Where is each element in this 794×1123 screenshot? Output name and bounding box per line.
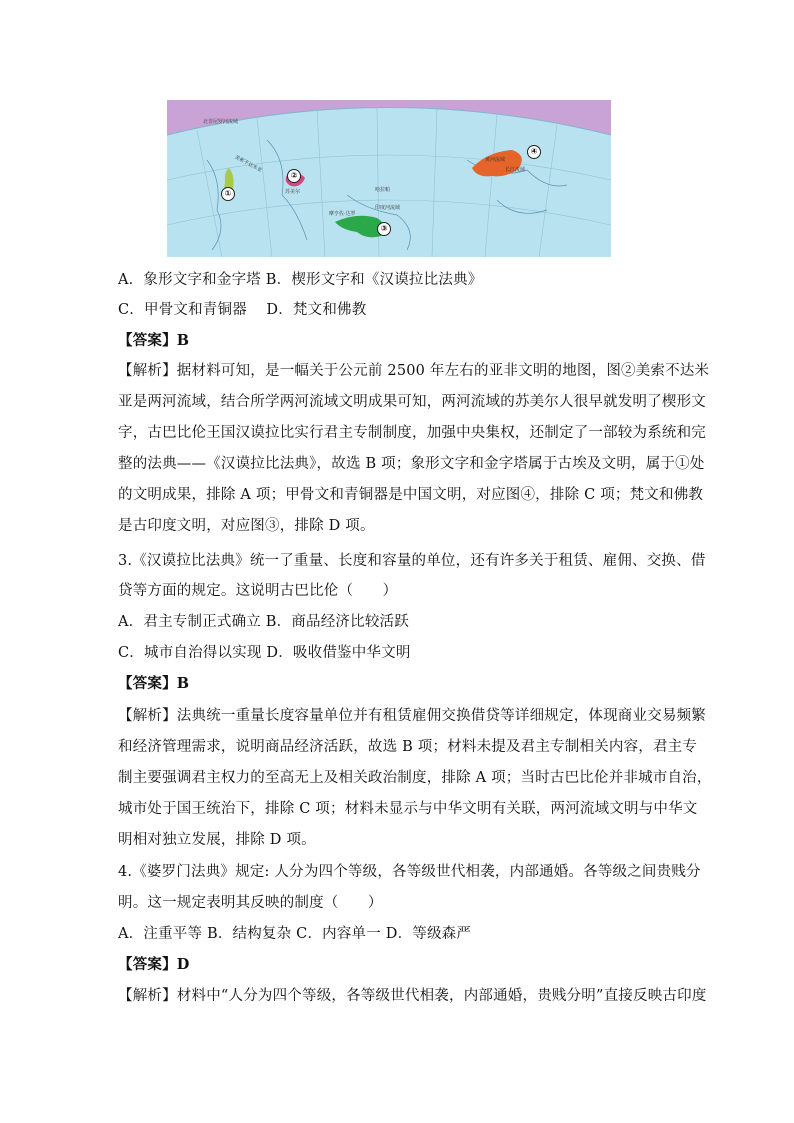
q2-analysis-line-6: 是古印度文明，对应图③，排除 D 项。	[118, 518, 375, 534]
map-label-mesopotamia: 美索不达米亚	[233, 154, 263, 174]
map-projection-band	[167, 108, 611, 258]
q3-stem-line-1: 3.《汉谟拉比法典》统一了重量、长度和容量的单位，还有许多关于租赁、雇佣、交换、借	[118, 553, 706, 569]
marker-1: ①	[221, 187, 235, 201]
marker-4: ④	[527, 145, 541, 159]
map-label-sumer: 苏美尔	[285, 189, 301, 195]
q2-answer: 【答案】B	[118, 332, 190, 349]
ancient-civilizations-map	[167, 100, 611, 257]
q4-stem-line-1: 4.《婆罗门法典》规定: 人分为四个等级，各等级世代相袭，内部通婚。各等级之间贵贱分	[118, 864, 701, 880]
q3-analysis-line-1: 【解析】法典统一重量长度容量单位并有租赁雇佣交换借贷等详细规定，体现商业交易频繁	[118, 708, 706, 724]
q3-analysis-line-3: 制主要强调君主权力的至高无上及相关政治制度，排除 A 项；当时古巴比伦并非城市自治，	[118, 770, 712, 786]
marker-2: ②	[287, 169, 301, 183]
q3-analysis-line-2: 和经济管理需求，说明商品经济活跃，故选 B 项；材料未提及君主专制相关内容，君主专	[118, 739, 698, 755]
q3-options-cd: C．城市自治得以实现 D．吸收借鉴中华文明	[118, 645, 411, 661]
q3-options-ab: A．君主专制正式确立 B．商品经济比较活跃	[118, 614, 409, 630]
q2-options-cd: C．甲骨文和青铜器 D．梵文和佛教	[118, 302, 367, 318]
q4-options: A．注重平等 B．结构复杂 C．内容单一 D．等级森严	[118, 926, 472, 942]
q2-analysis-line-2: 亚是两河流域，结合所学两河流域文明成果可知，两河流域的苏美尔人很早就发明了楔形文	[118, 394, 706, 410]
q2-analysis-line-4: 整的法典——《汉谟拉比法典》，故选 B 项；象形文字和金字塔属于古埃及文明，属于①处	[118, 456, 705, 472]
q3-answer: 【答案】B	[118, 675, 190, 692]
map-label-indus: 印度河流域	[375, 205, 401, 211]
q2-analysis-line-5: 的文明成果，排除 A 项；甲骨文和青铜器是中国文明，对应图④，排除 C 项；梵文和佛教	[118, 487, 704, 503]
q3-stem-line-2: 贷等方面的规定。这说明古巴比伦（ ）	[118, 583, 398, 599]
q4-stem-line-2: 明。这一规定表明其反映的制度（ ）	[118, 895, 383, 911]
map-label-nile: 北非尼罗河流域	[203, 119, 239, 125]
map-label-yangtze: 长江流域	[505, 167, 526, 173]
q4-answer: 【答案】D	[118, 956, 190, 973]
q2-analysis-line-3: 字，古巴比伦王国汉谟拉比实行君主专制制度，加强中央集权，还制定了一部较为系统和完	[118, 425, 706, 441]
q3-analysis-line-4: 城市处于国王统治下，排除 C 项；材料未显示与中华文明有关联，两河流域文明与中华文	[118, 801, 698, 817]
q2-analysis-line-1: 【解析】据材料可知，是一幅关于公元前 2500 年左右的亚非文明的地图，图②美索不达米	[118, 363, 710, 379]
q3-analysis-line-5: 明相对独立发展，排除 D 项。	[118, 832, 316, 848]
map-label-yellow-river: 黄河流域	[485, 157, 506, 163]
map-label-mohenjo-daro: 摩亨佐·达罗	[329, 211, 356, 217]
map-label-harappa: 哈拉帕	[375, 187, 391, 193]
marker-3: ③	[377, 222, 391, 236]
q2-options-ab: A．象形文字和金字塔 B．楔形文字和《汉谟拉比法典》	[118, 272, 483, 288]
q4-analysis-line-1: 【解析】材料中“人分为四个等级，各等级世代相袭，内部通婚，贵贱分明”直接反映古印度	[118, 988, 707, 1004]
